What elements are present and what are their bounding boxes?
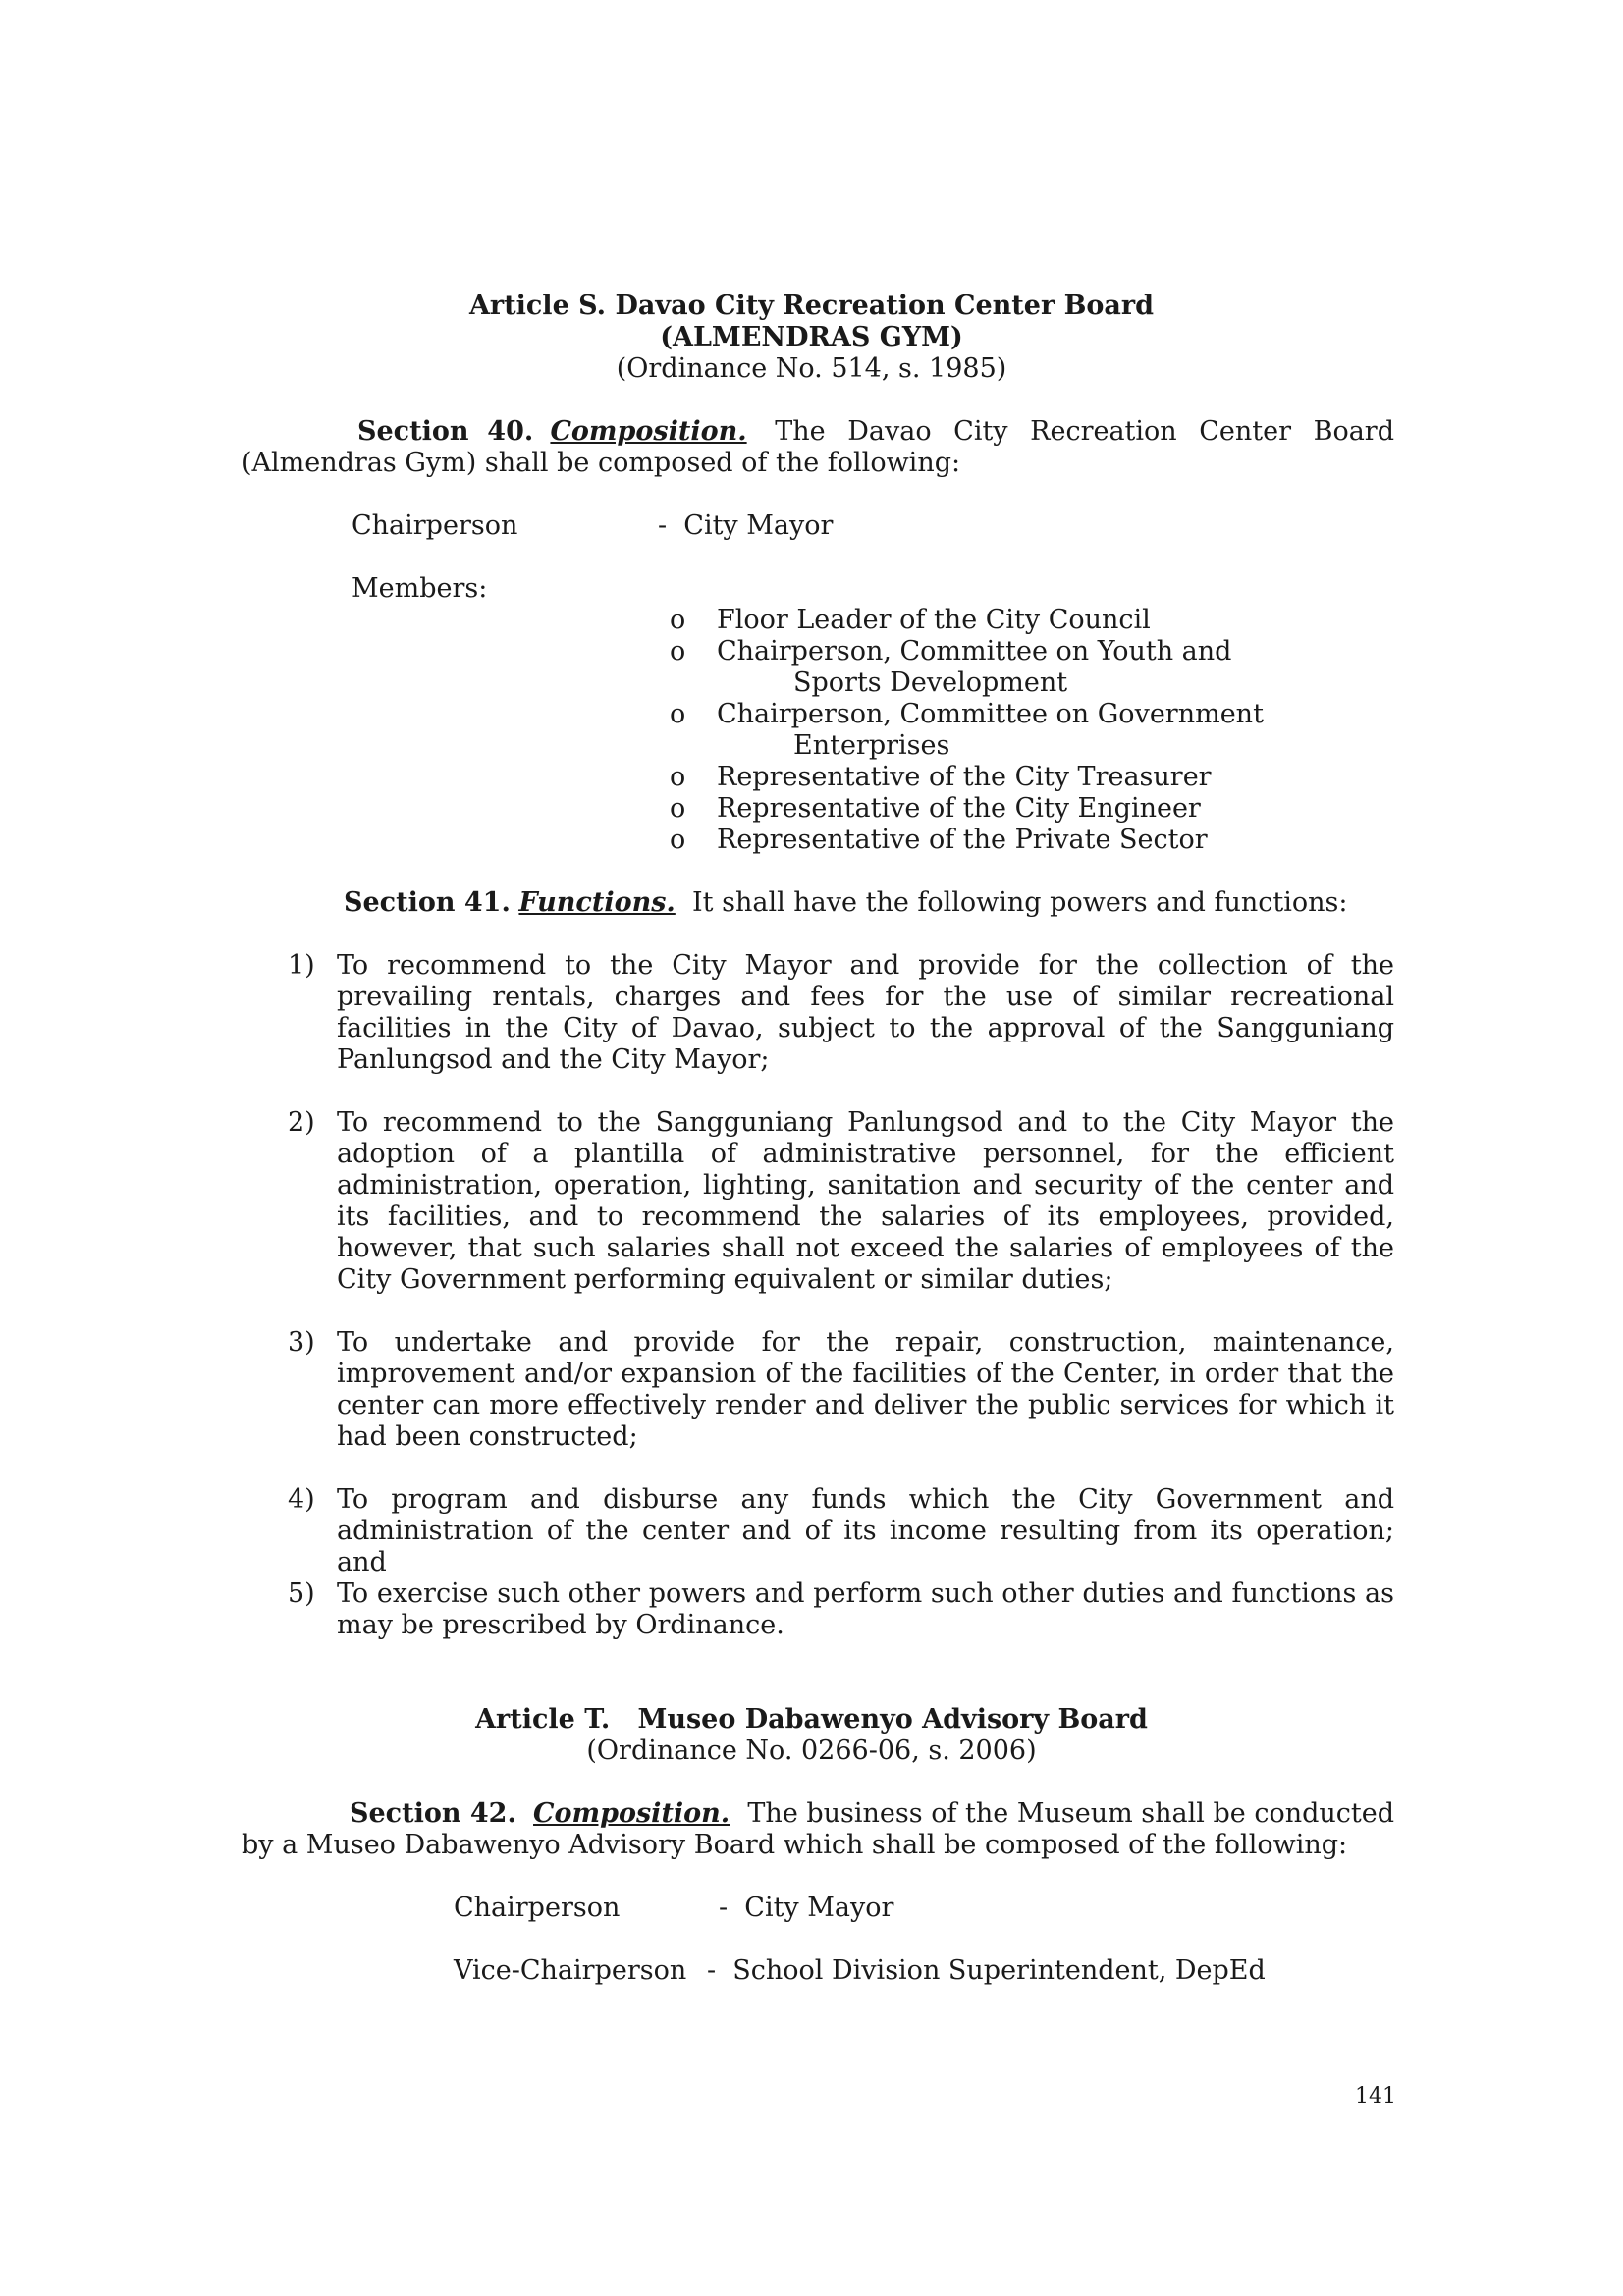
article-s-subtitle: (ALMENDRAS GYM) [660, 322, 963, 352]
article-s-ordinance: (Ordinance No. 514, s. 1985) [616, 353, 1007, 384]
member-item-continuation: Sports Development [793, 667, 1068, 698]
section-42-term: Composition. [533, 1798, 730, 1829]
member-item: Representative of the City Treasurer [717, 762, 1212, 792]
member-item: Representative of the City Engineer [717, 793, 1201, 824]
bullet-icon: o [670, 699, 686, 729]
bullet-icon: o [670, 762, 686, 792]
member-item: Chairperson, Committee on Youth and [717, 636, 1232, 667]
member-item-continuation: Enterprises [793, 730, 950, 761]
section-42-label: Section 42. [350, 1798, 516, 1829]
section-42-first-line [350, 1798, 1394, 1830]
section-42-chair-value: - City Mayor [719, 1893, 894, 1923]
section-42-vice-value: - School Division Superintendent, DepEd [707, 1955, 1266, 1986]
list-item-number: 4) [288, 1484, 315, 1515]
list-item: To recommend to the City Mayor and provide for the collection of the prevailing rentals, charges and fees for the use of similar recreational facilities in the City of Davao, subject to the approval of the Sangguniang Panlungsod and the City Mayor; [337, 950, 1394, 1075]
list-item-number: 1) [288, 950, 315, 981]
list-item: To program and disburse any funds which the City Government and administration of the center and of its income resulting from its operation; and [337, 1484, 1394, 1577]
article-t-title: Article T. Museo Dabawenyo Advisory Board [475, 1704, 1148, 1735]
list-item-number: 3) [288, 1327, 315, 1358]
list-item: To exercise such other powers and perform such other duties and functions as may be prescribed by Ordinance. [337, 1578, 1394, 1640]
list-item: To recommend to the Sangguniang Panlungsod and to the City Mayor the adoption of a plantilla of administrative personnel, for the efficient administration, operation, lighting, sanitation and security of the center and its facilities, and to recommend the salaries of its employees, provided, however, that such salaries shall not exceed the salaries of employees of the City Government performing equivalent or similar duties; [337, 1107, 1394, 1295]
section-41-label: Section 41. [344, 887, 511, 918]
section-42-text-line1: The business of the Museum shall be conducted [747, 1798, 1394, 1829]
section-40-label: Section 40. [357, 416, 534, 447]
section-40-first-line [357, 416, 1394, 448]
section-42-chair-label: Chairperson [454, 1893, 621, 1923]
section-42-vice-label: Vice-Chairperson [454, 1955, 687, 1986]
bullet-icon: o [670, 605, 686, 635]
member-item: Chairperson, Committee on Government [717, 699, 1264, 729]
bullet-icon: o [670, 636, 686, 667]
list-item: To undertake and provide for the repair, construction, maintenance, improvement and/or expansion of the facilities of the Center, in order that the center can more effectively render and deliver the public services for which it had been constructed; [337, 1327, 1394, 1452]
article-t-ordinance: (Ordinance No. 0266-06, s. 2006) [586, 1735, 1037, 1766]
bullet-icon: o [670, 793, 686, 824]
page-number: 141 [1355, 2084, 1396, 2109]
section-42-text-line2: by a Museo Dabawenyo Advisory Board which shall be composed of the following: [242, 1830, 1348, 1860]
section-41-heading [344, 887, 1347, 919]
section-40-term: Composition. [550, 416, 747, 447]
section-40-chair-value: - City Mayor [658, 510, 834, 541]
member-item: Representative of the Private Sector [717, 825, 1208, 855]
list-item-number: 5) [288, 1578, 315, 1609]
section-41-text: It shall have the following powers and functions: [692, 887, 1348, 918]
section-41-term: Functions. [518, 887, 676, 918]
member-item: Floor Leader of the City Council [717, 605, 1151, 635]
section-40-members-label: Members: [352, 573, 488, 604]
section-40-chair-label: Chairperson [352, 510, 518, 541]
section-40-text-line2: (Almendras Gym) shall be composed of the following: [242, 448, 961, 478]
article-s-title: Article S. Davao City Recreation Center Board [468, 291, 1155, 321]
section-40-text-line1: The Davao City Recreation Center Board [775, 416, 1394, 447]
list-item-number: 2) [288, 1107, 315, 1138]
bullet-icon: o [670, 825, 686, 855]
